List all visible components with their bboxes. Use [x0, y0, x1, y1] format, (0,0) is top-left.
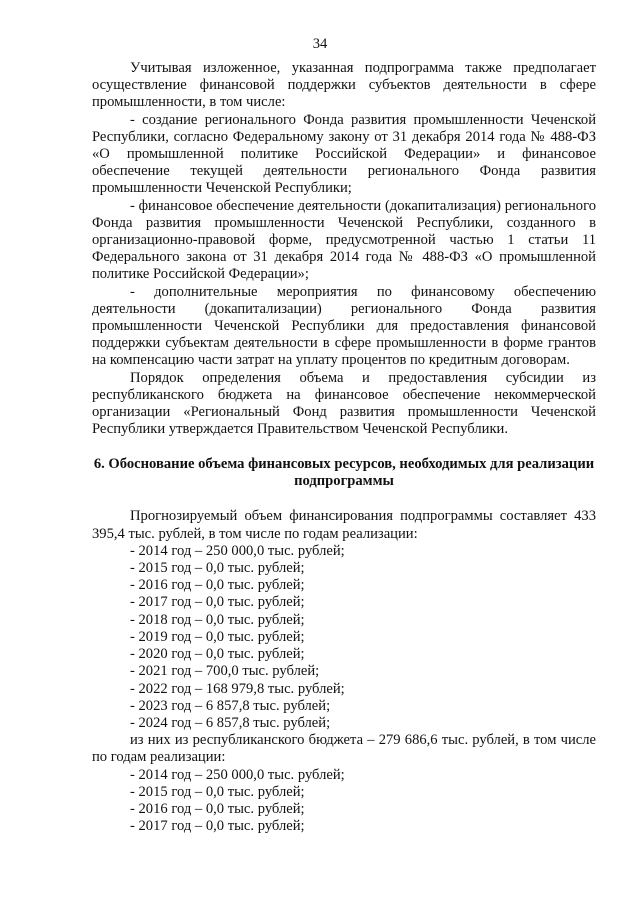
list-item: - 2016 год – 0,0 тыс. рублей;: [130, 577, 305, 594]
list-item: - 2014 год – 250 000,0 тыс. рублей;: [130, 542, 345, 559]
list-item: - 2017 год – 0,0 тыс. рублей;: [130, 818, 305, 835]
total-by-year-list: [92, 543, 596, 732]
list-item: - 2015 год – 0,0 тыс. рублей;: [130, 783, 305, 800]
paragraph-intro: Учитывая изложенное, указанная подпрограмма также предполагает осуществление финансовой поддержки субъектов деятельности в сфере промышленности, в том числе:: [92, 60, 596, 111]
list-item: - 2018 год – 0,0 тыс. рублей;: [130, 611, 305, 628]
list-item: - 2017 год – 0,0 тыс. рублей;: [130, 594, 305, 611]
list-item: - 2021 год – 700,0 тыс. рублей;: [130, 663, 320, 680]
list-item: - 2016 год – 0,0 тыс. рублей;: [130, 800, 305, 817]
list-item: - 2020 год – 0,0 тыс. рублей;: [130, 646, 305, 663]
list-item: - 2019 год – 0,0 тыс. рублей;: [130, 628, 305, 645]
list-item: - 2023 год – 6 857,8 тыс. рублей;: [130, 697, 331, 714]
republic-budget-intro: из них из республиканского бюджета – 279 686,6 тыс. рублей, в том числе по годам реализации:: [92, 732, 596, 766]
list-item: - 2022 год – 168 979,8 тыс. рублей;: [130, 680, 345, 697]
page-content: [92, 60, 596, 835]
section-heading: 6. Обоснование объема финансовых ресурсов, необходимых для реализации подпрограммы: [93, 456, 595, 489]
paragraph-subsidy-procedure: Порядок определения объема и предоставления субсидии из республиканского бюджета на финансовое обеспечение некоммерческой организации «Региональный Фонд развития промышленности Чеченской Республики утверждается Правительством Чеченской Республики.: [92, 369, 596, 438]
page-number: 34: [312, 36, 328, 52]
paragraph-item-fund-creation: - создание регионального Фонда развития промышленности Чеченской Республики, согласно Федеральному закону от 31 декабря 2014 года № 488-ФЗ «О промышленной политике Российской Федерации» и финансовое обеспечение текущей деятельности регионального Фонда развития промышленности Чеченской Республики;: [92, 111, 596, 197]
funding-intro: Прогнозируемый объем финансирования подпрограммы составляет 433 395,4 тыс. рублей, в том числе по годам реализации:: [92, 508, 596, 542]
paragraph-item-fund-capitalization: - финансовое обеспечение деятельности (докапитализация) регионального Фонда развития промышленности Чеченской Республики, созданного в организационно-правовой форме, предусмотренной частью 1 статьи 11 Федерального закона от 31 декабря 2014 года № 488-ФЗ «О промышленной политике Российской Федерации»;: [92, 197, 596, 283]
list-item: - 2024 год – 6 857,8 тыс. рублей;: [130, 714, 331, 731]
republic-by-year-list: [92, 767, 596, 836]
paragraph-item-additional-measures: - дополнительные мероприятия по финансовому обеспечению деятельности (докапитализации) регионального Фонда развития промышленности Чеченской Республики для предоставления финансовой поддержки субъектам деятельности в сфере промышленности в форме грантов на компенсацию части затрат на уплату процентов по кредитным договорам.: [92, 283, 596, 369]
spacer: [92, 489, 596, 508]
list-item: - 2015 год – 0,0 тыс. рублей;: [130, 560, 305, 577]
list-item: - 2014 год – 250 000,0 тыс. рублей;: [130, 766, 345, 783]
